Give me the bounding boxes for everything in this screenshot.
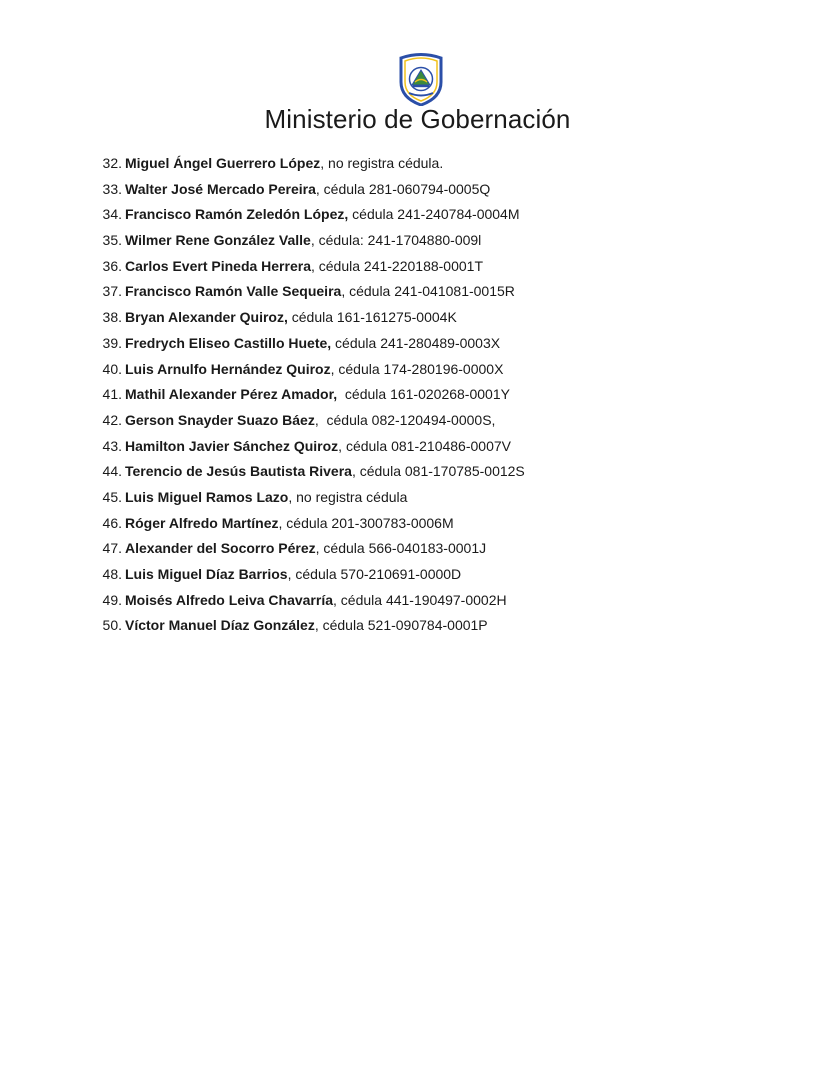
person-name: Alexander del Socorro Pérez	[125, 540, 316, 557]
person-name: Moisés Alfredo Leiva Chavarría	[125, 591, 334, 608]
person-detail: , cédula 081-210486-0007V	[338, 437, 511, 454]
document-header	[0, 52, 825, 106]
person-name: Carlos Evert Pineda Herrera	[125, 257, 311, 274]
person-name: Hamilton Javier Sánchez Quiroz	[125, 437, 339, 454]
list-item-text	[125, 308, 457, 326]
person-detail: cédula 241-240784-0004M	[348, 206, 520, 223]
list-item-number: 45.	[102, 488, 122, 505]
person-detail: , cédula 566-040183-0001J	[315, 540, 487, 557]
list-item-text	[125, 565, 461, 583]
list-item-number: 46.	[102, 514, 122, 531]
list-item-text	[125, 231, 481, 249]
person-name: Luis Arnulfo Hernández Quiroz	[125, 360, 331, 377]
person-name: Miguel Ángel Guerrero López	[125, 155, 321, 171]
person-name: Mathil Alexander Pérez Amador,	[125, 386, 338, 403]
person-detail: cédula 241-280489-0003X	[331, 334, 501, 351]
person-detail: , cédula 570-210691-0000D	[287, 566, 462, 582]
list-item-number: 42.	[102, 411, 122, 428]
person-detail: , cédula 174-280196-0000X	[330, 360, 504, 377]
person-name: Víctor Manuel Díaz González	[125, 617, 315, 634]
list-item-text	[125, 488, 407, 506]
person-detail: cédula 161-161275-0004K	[287, 309, 457, 326]
list-item	[0, 360, 825, 386]
list-item-number: 48.	[102, 566, 122, 582]
person-name: Luis Miguel Díaz Barrios	[125, 566, 288, 582]
list-item	[0, 565, 825, 591]
list-item-text	[125, 360, 503, 378]
list-item	[0, 282, 825, 308]
person-detail: , no registra cédula	[288, 488, 408, 505]
person-name: Fredrych Eliseo Castillo Huete,	[125, 334, 332, 351]
list-item	[0, 591, 825, 617]
person-name: Francisco Ramón Zeledón López,	[125, 206, 349, 223]
list-item-text	[125, 385, 510, 403]
list-item	[0, 205, 825, 231]
list-item-number: 40.	[102, 360, 122, 377]
list-item-text	[125, 180, 490, 198]
list-item	[0, 180, 825, 206]
person-name: Wilmer Rene González Valle	[125, 232, 311, 249]
person-detail: , cédula 281-060794-0005Q	[315, 180, 491, 197]
list-item-text	[125, 437, 511, 455]
list-item-text	[125, 334, 500, 352]
list-item	[0, 437, 825, 463]
list-item-number: 34.	[102, 206, 122, 223]
person-name: Walter José Mercado Pereira	[125, 180, 316, 197]
page-title-text: Ministerio de Gobernación	[264, 104, 571, 134]
person-detail: , cédula 201-300783-0006M	[278, 514, 454, 531]
person-detail: , cédula 081-170785-0012S	[351, 463, 525, 480]
list-item-text	[125, 539, 486, 557]
list-item-number: 41.	[102, 386, 122, 403]
list-item	[0, 154, 825, 180]
list-item	[0, 616, 825, 642]
list-item-number: 32.	[102, 155, 122, 171]
list-item-number: 47.	[102, 540, 122, 557]
page-title	[0, 104, 825, 135]
list-item-number: 44.	[102, 463, 122, 480]
person-name: Róger Alfredo Martínez	[125, 514, 279, 531]
list-item-number: 37.	[102, 283, 122, 300]
person-detail: cédula 161-020268-0001Y	[337, 386, 510, 403]
list-item-text	[125, 591, 507, 609]
person-name: Luis Miguel Ramos Lazo	[125, 488, 289, 505]
list-item-text	[125, 514, 454, 532]
list-item-text	[125, 257, 483, 275]
person-detail: , cédula 521-090784-0001P	[314, 617, 488, 634]
list-item-number: 43.	[102, 437, 122, 454]
person-name: Terencio de Jesús Bautista Rivera	[125, 463, 352, 480]
person-detail: , no registra cédula.	[320, 155, 444, 171]
list-item-number: 49.	[102, 591, 122, 608]
ministerio-seal-icon	[398, 52, 444, 106]
name-list	[0, 154, 825, 642]
list-item	[0, 334, 825, 360]
list-item	[0, 411, 825, 437]
list-item-number: 35.	[102, 232, 122, 249]
list-item	[0, 257, 825, 283]
list-item-number: 50.	[102, 617, 122, 634]
list-item-number: 39.	[102, 334, 122, 351]
person-detail: , cédula: 241-1704880-009l	[310, 232, 482, 249]
list-item-text	[125, 205, 520, 223]
person-name: Gerson Snayder Suazo Báez	[125, 411, 315, 428]
list-item-number: 33.	[102, 180, 122, 197]
list-item	[0, 514, 825, 540]
list-item	[0, 231, 825, 257]
list-item	[0, 308, 825, 334]
person-detail: , cédula 441-190497-0002H	[333, 591, 507, 608]
list-item	[0, 539, 825, 565]
list-item-text	[125, 616, 488, 634]
person-detail: , cédula 082-120494-0000S,	[314, 411, 496, 428]
list-item-number: 36.	[102, 257, 122, 274]
list-item	[0, 488, 825, 514]
list-item-text	[125, 154, 443, 172]
list-item-text	[125, 411, 495, 429]
person-name: Bryan Alexander Quiroz,	[125, 309, 288, 326]
person-detail: , cédula 241-220188-0001T	[310, 257, 484, 274]
list-item	[0, 462, 825, 488]
person-name: Francisco Ramón Valle Sequeira	[125, 283, 342, 300]
list-item-text	[125, 282, 515, 300]
list-item-number: 38.	[102, 309, 122, 326]
list-item	[0, 385, 825, 411]
person-detail: , cédula 241-041081-0015R	[341, 283, 515, 300]
list-item-text	[125, 462, 525, 480]
